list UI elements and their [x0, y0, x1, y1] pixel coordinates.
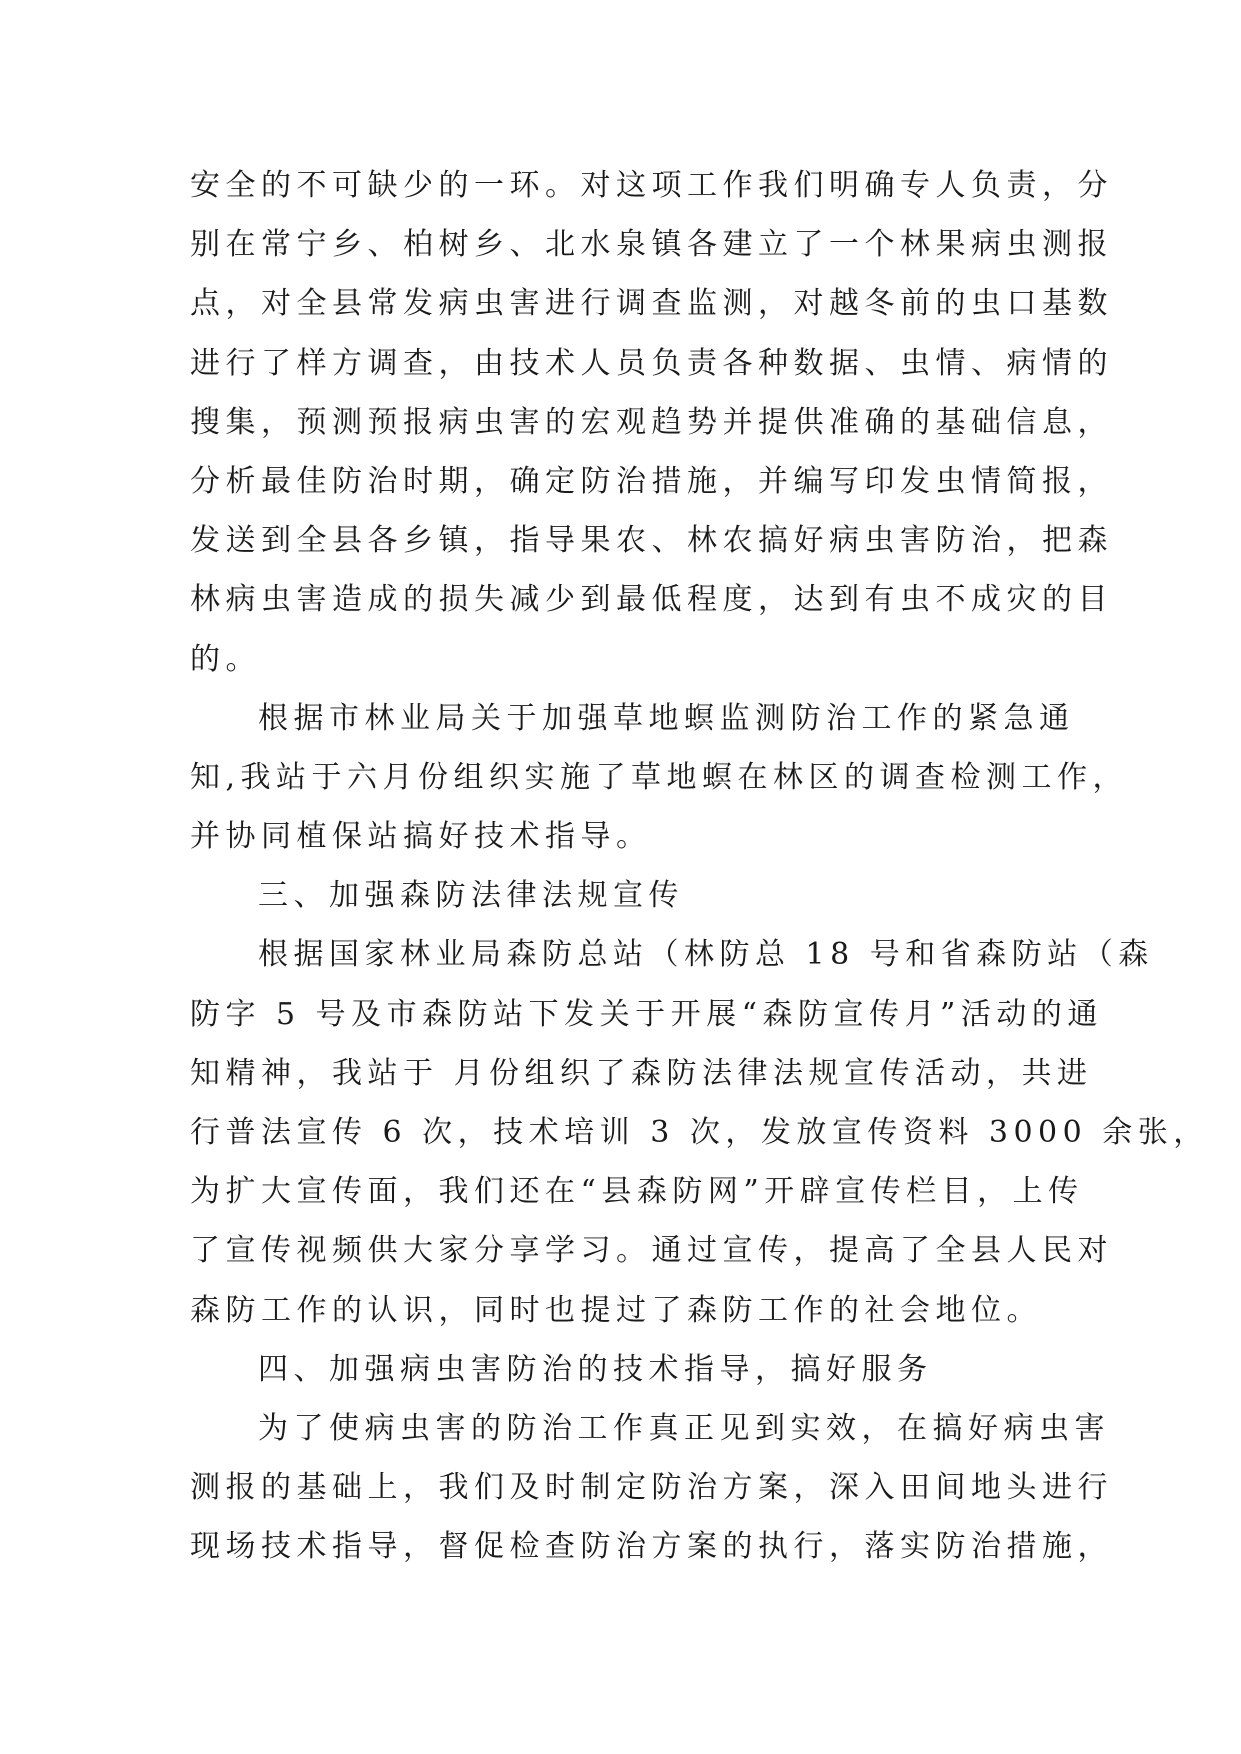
text-line: 进行了样方调查，由技术人员负责各种数据、虫情、病情的 — [190, 345, 1113, 381]
text-line: 知,我站于六月份组织实施了草地螟在林区的调查检测工作， — [190, 759, 1129, 795]
text-line: 现场技术指导，督促检查防治方案的执行，落实防治措施， — [190, 1529, 1113, 1565]
text-line: 防字 5 号及市森防站下发关于开展“森防宣传月”活动的通 — [190, 996, 1103, 1032]
text-line: 搜集，预测预报病虫害的宏观趋势并提供准确的基础信息， — [190, 404, 1113, 440]
text-line: 的。 — [190, 641, 261, 677]
text-line: 并协同植保站搞好技术指导。 — [190, 819, 652, 855]
text-line: 点，对全县常发病虫害进行调查监测，对越冬前的虫口基数 — [190, 286, 1113, 322]
text-line: 为扩大宣传面，我们还在“县森防网”开辟宣传栏目，上传 — [190, 1174, 1084, 1210]
text-line: 森防工作的认识，同时也提过了森防工作的社会地位。 — [190, 1292, 1042, 1328]
document-body — [190, 156, 1209, 1577]
section-heading: 四、加强病虫害防治的技术指导，搞好服务 — [258, 1351, 933, 1387]
text-line: 安全的不可缺少的一环。对这项工作我们明确专人负责，分 — [190, 168, 1113, 203]
text-line: 别在常宁乡、柏树乡、北水泉镇各建立了一个林果病虫测报 — [190, 227, 1113, 263]
paragraph-start-line: 为了使病虫害的防治工作真正见到实效，在搞好病虫害 — [258, 1410, 1110, 1446]
paragraph-start-line: 根据市林业局关于加强草地螟监测防治工作的紧急通 — [258, 700, 1075, 736]
text-line: 分析最佳防治时期，确定防治措施，并编写印发虫情简报， — [190, 463, 1113, 499]
text-line: 知精神，我站于 月份组织了森防法律法规宣传活动，共进 — [190, 1055, 1093, 1091]
text-line: 测报的基础上，我们及时制定防治方案，深入田间地头进行 — [190, 1470, 1113, 1506]
text-line: 了宣传视频供大家分享学习。通过宣传，提高了全县人民对 — [190, 1233, 1113, 1269]
section-heading: 三、加强森防法律法规宣传 — [258, 878, 684, 914]
paragraph-start-line: 根据国家林业局森防总站（林防总 18 号和省森防站（森 — [258, 937, 1154, 973]
text-line: 发送到全县各乡镇，指导果农、林农搞好病虫害防治，把森 — [190, 523, 1113, 559]
text-line: 行普法宣传 6 次，技术培训 3 次，发放宣传资料 3000 余张， — [190, 1115, 1209, 1150]
text-line: 林病虫害造成的损失减少到最低程度，达到有虫不成灾的目 — [190, 582, 1113, 618]
